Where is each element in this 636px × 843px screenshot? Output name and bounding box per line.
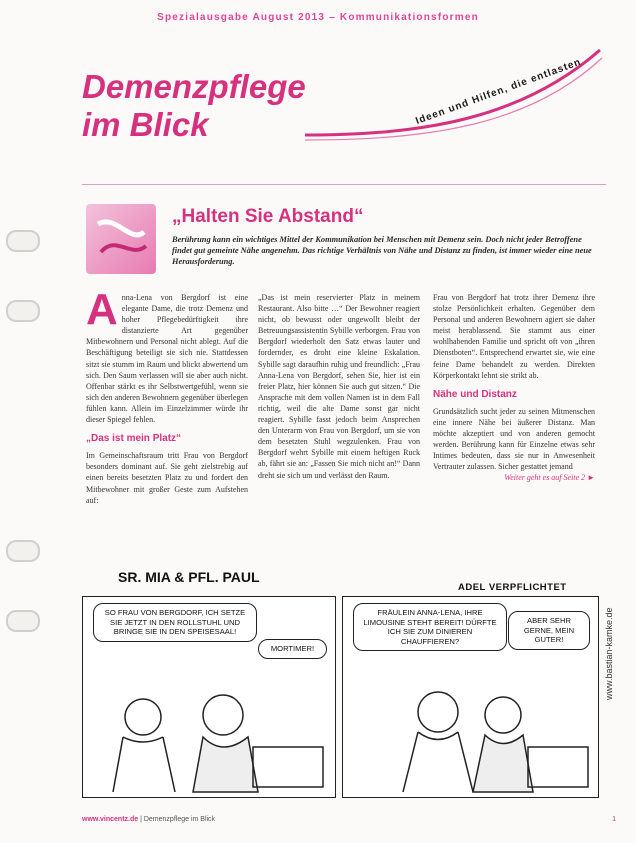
ribbon-icon xyxy=(86,204,156,274)
binder-hole xyxy=(6,300,40,322)
footer-label: Demenzpflege im Blick xyxy=(143,816,216,823)
page-number: 1 xyxy=(612,816,616,823)
footer: www.vincentz.de | Demenzpflege im Blick xyxy=(82,816,216,823)
footer-site[interactable]: www.vincentz.de xyxy=(82,816,139,823)
comic-subtitle: ADEL VERPFLICHTET xyxy=(458,582,567,593)
article-title: „Halten Sie Abstand“ xyxy=(172,206,364,227)
issue-kicker: Spezialausgabe August 2013 – Kommunikationsformen xyxy=(157,12,479,23)
speech-bubble: SO FRAU VON BERGDORF, ICH SETZE SIE JETZT IN DEN ROLLSTUHL UND BRINGE SIE IN DEN SPEISESAAL! xyxy=(93,603,257,642)
paragraph: „Das ist mein reservierter Platz in meinem Restaurant. Also bitte …“ Der Bewohner reagiert nicht, ob bewusst oder ungewollt bleibt der Betreuungsassistentin Sybille verborgen. Frau von Bergdorf wiederholt den Satz etwas lauter und fordernder, es droht eine kleine Eskalation. Sybille sagt daraufhin ruhig und freundlich: „Frau Anna-Lena von Bergdorf, sehen Sie, hier ist ein freier Platz, hier können Sie auch gut sitzen.“ Die Ansprache mit dem vollen Namen ist in dem Fall richtig, weil die alte Dame sonst gar nicht reagiert. Sybille fasst jedoch beim Ansprechen den Unterarm von Frau von Bergdorf, um sie von dem besetzten Stuhl wegzulenken. Frau von Bergdorf wehrt Sybille mit einem heftigen Ruck ab, fährt sie an: „Fassen Sie mich nicht an!“ Dann dreht sie sich um und verlässt den Raum. xyxy=(258,293,420,480)
binder-hole xyxy=(6,610,40,632)
binder-hole xyxy=(6,540,40,562)
paragraph: nna-Lena von Bergdorf ist eine elegante Dame, die trotz Demenz und hoher Pflegebedürftigkeit ihre distanzierte Art gegenüber Mitbewohnern und Personal nicht ablegt. Auf die Beschäftigung beteiligt sie sich nie. Stattdessen sitzt sie stumm im Raum und blickt abwertend um sich. Den Saum verlassen will sie aber auch nicht. Offenbar stärkt es ihr Selbstwertgefühl, wenn sie sich den anderen Bewohnern gegenüber überlegen fühlen kann. Allein im Einzelzimmer würde ihr dieser Spiegel fehlen. xyxy=(86,293,248,425)
comic-credit: www.bastian-kamke.de xyxy=(604,607,614,700)
binder-holes xyxy=(0,0,40,843)
speech-bubble: MORTIMER! xyxy=(258,639,327,659)
comic-title: SR. MIA & PFL. PAUL xyxy=(118,569,260,585)
subheading: „Das ist mein Platz“ xyxy=(86,433,182,445)
article-column-3 xyxy=(433,292,595,484)
article-column-2 xyxy=(258,292,420,481)
dropcap: A xyxy=(86,285,118,334)
swoosh-graphic xyxy=(300,40,610,150)
comic-panel-1 xyxy=(82,596,336,798)
paragraph: Frau von Bergdorf hat trotz ihrer Demenz ihre stolze Persönlichkeit erhalten. Gegenüber dem Personal und anderen Bewohnern agiert sie daher meist herablassend. Sie stammt aus einer wohlhabenden Familie und spricht oft von „ihren Dienstboten“. Entsprechend erwartet sie, wie eine feine Dame behandelt zu werden. Direkten Körperkontakt lehnt sie strikt ab. xyxy=(433,293,595,380)
title-line-2: im Blick xyxy=(82,106,209,143)
cartoon-illustration xyxy=(343,597,598,797)
tagline: Ideen und Hilfen, die entlasten xyxy=(414,56,583,127)
binder-hole xyxy=(6,230,40,252)
speech-bubble: ABER SEHR GERNE, MEIN GUTER! xyxy=(508,611,590,650)
continued-link[interactable]: Weiter geht es auf Seite 2 ► xyxy=(504,473,595,483)
title-line-1: Demenzpflege xyxy=(82,68,306,105)
divider xyxy=(82,184,606,185)
paragraph: Grundsätzlich sucht jeder zu seinen Mitmenschen eine innere Nähe bei äußerer Distanz. Man möchte akzeptiert und von anderen gemocht werden. Berührung kann für Einzelne etwas sehr Intimes bedeuten, dass sie nur in Anwesenheit Vertrauter zulassen. Sicher gestattet jemand xyxy=(433,406,595,472)
magazine-title xyxy=(82,68,306,144)
comic-panel-2 xyxy=(342,596,599,798)
article-intro: Berührung kann ein wichtiges Mittel der Kommunikation bei Menschen mit Demenz sein. Doch nicht jeder Betroffene findet gut gemeinte Nähe angenehm. Das richtige Verhältnis von Nähe und Distanz zu finden, ist immer wieder eine neue Herausforderung. xyxy=(172,235,592,266)
speech-bubble: FRÄULEIN ANNA-LENA, IHRE LIMOUSINE STEHT BEREIT! DÜRFTE ICH SIE ZUM DINIEREN CHAUFFIEREN? xyxy=(353,603,507,651)
cartoon-illustration xyxy=(83,597,333,797)
paragraph: Im Gemeinschaftsraum tritt Frau von Bergdorf besonders dominant auf. Sie geht zielstrebig auf einen bereits besetzten Platz zu und fordert den Mitbewohner mit großer Geste zum Aufstehen auf: xyxy=(86,451,248,505)
subheading: Nähe und Distanz xyxy=(433,388,517,400)
article-column-1 xyxy=(86,285,248,506)
